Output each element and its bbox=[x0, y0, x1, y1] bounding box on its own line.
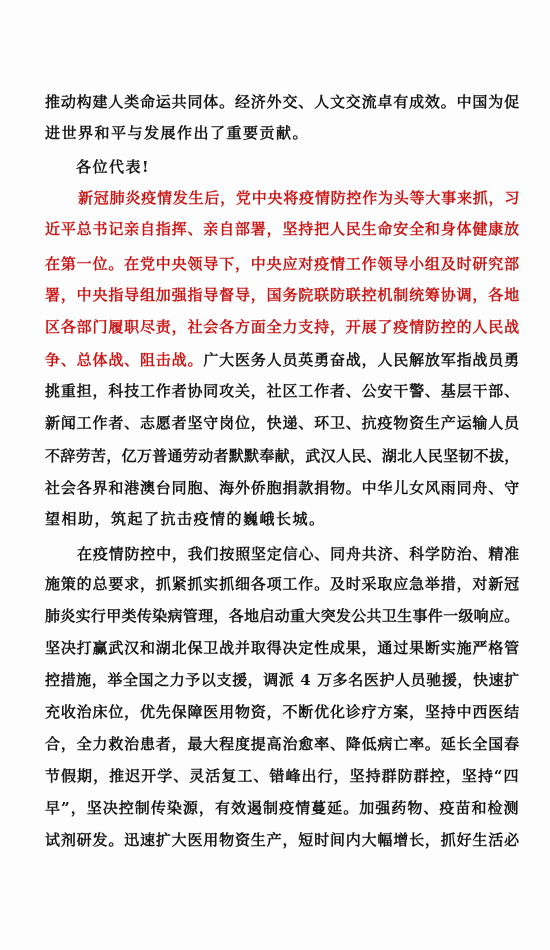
text-line bbox=[45, 285, 520, 305]
text-segment: 新闻工作者、志愿者坚守岗位，快递、环卫、抗疫物资生产运输人员 bbox=[45, 414, 520, 432]
text-segment: 肺炎实行甲类传染病管理，各地启动重大突发公共卫生事件一级响应。 bbox=[45, 607, 520, 625]
text-segment: 试剂研发。迅速扩大医用物资生产，短时间内大幅增长，抓好生活必 bbox=[45, 831, 520, 849]
text-line bbox=[45, 638, 520, 658]
text-segment: 推动构建人类命运共同体。经济外交、人文交流卓有成效。中国为促 bbox=[45, 93, 520, 111]
text-line bbox=[45, 702, 520, 722]
text-segment: 节假期，推迟开学、灵活复工、错峰出行，坚持群防群控，坚持“四 bbox=[45, 767, 520, 785]
highlighted-text-segment: 区各部门履职尽责，社会各方面全力支持，开展了疫情防控的人民战 bbox=[45, 318, 520, 336]
text-line bbox=[45, 92, 520, 112]
text-line bbox=[45, 830, 520, 850]
text-segment: 充收治床位，优先保障医用物资，不断优化诊疗方案，坚持中西医结 bbox=[45, 703, 520, 721]
text-segment: 控措施，举全国之力予以支援，调派 4 万多名医护人员驰援，快速扩 bbox=[45, 671, 520, 689]
text-segment: 早”，坚决控制传染源，有效遏制疫情蔓延。加强药物、疫苗和检测 bbox=[45, 799, 520, 817]
text-segment: 挑重担，科技工作者协同攻关，社区工作者、公安干警、基层干部、 bbox=[45, 382, 520, 400]
text-line bbox=[77, 544, 520, 564]
highlighted-text-segment: 近平总书记亲自指挥、亲自部署，坚持把人民生命安全和身体健康放 bbox=[45, 220, 520, 238]
text-line bbox=[45, 413, 520, 433]
text-line bbox=[45, 509, 326, 529]
text-line bbox=[45, 123, 309, 143]
text-line bbox=[45, 254, 520, 274]
text-segment: 进世界和平与发展作出了重要贡献。 bbox=[45, 124, 310, 142]
text-line bbox=[76, 157, 150, 177]
text-line bbox=[45, 478, 520, 498]
text-segment: 坚决打赢武汉和湖北保卫战并取得决定性成果，通过果断实施严格管 bbox=[45, 639, 520, 657]
highlighted-text-segment: 署，中央指导组加强指导督导，国务院联防联控机制统筹协调，各地 bbox=[45, 286, 520, 304]
text-segment: 不辞劳苦，亿万普通劳动者默默奉献，武汉人民、湖北人民坚韧不拔， bbox=[45, 447, 520, 465]
text-segment: 各位代表! bbox=[76, 158, 151, 176]
text-line bbox=[45, 670, 520, 690]
text-line bbox=[45, 798, 520, 818]
text-segment: 社会各界和港澳台同胞、海外侨胞捐款捐物。中华儿女风雨同舟、守 bbox=[45, 479, 520, 497]
text-line bbox=[45, 446, 520, 466]
highlighted-text-segment: 争、总体战、阻击战。 bbox=[45, 351, 204, 369]
text-segment: 广大医务人员英勇奋战，人民解放军指战员勇 bbox=[203, 351, 520, 369]
text-line bbox=[45, 734, 520, 754]
text-line bbox=[45, 317, 520, 337]
text-line bbox=[45, 350, 520, 370]
text-segment: 合，全力救治患者，最大程度提高治愈率、降低病亡率。延长全国春 bbox=[45, 735, 520, 753]
text-line bbox=[78, 188, 520, 208]
text-line bbox=[45, 606, 520, 626]
highlighted-text-segment: 在第一位。在党中央领导下，中央应对疫情工作领导小组及时研究部 bbox=[45, 255, 520, 273]
text-line bbox=[45, 219, 520, 239]
text-line bbox=[45, 381, 520, 401]
text-segment: 施策的总要求，抓紧抓实抓细各项工作。及时采取应急举措，对新冠 bbox=[45, 575, 520, 593]
text-line bbox=[45, 766, 520, 786]
text-segment: 望相助，筑起了抗击疫情的巍峨长城。 bbox=[45, 510, 326, 528]
text-segment: 在疫情防控中，我们按照坚定信心、同舟共济、科学防治、精准 bbox=[77, 545, 520, 563]
text-line bbox=[45, 574, 520, 594]
highlighted-text-segment: 新冠肺炎疫情发生后，党中央将疫情防控作为头等大事来抓，习 bbox=[78, 189, 521, 207]
